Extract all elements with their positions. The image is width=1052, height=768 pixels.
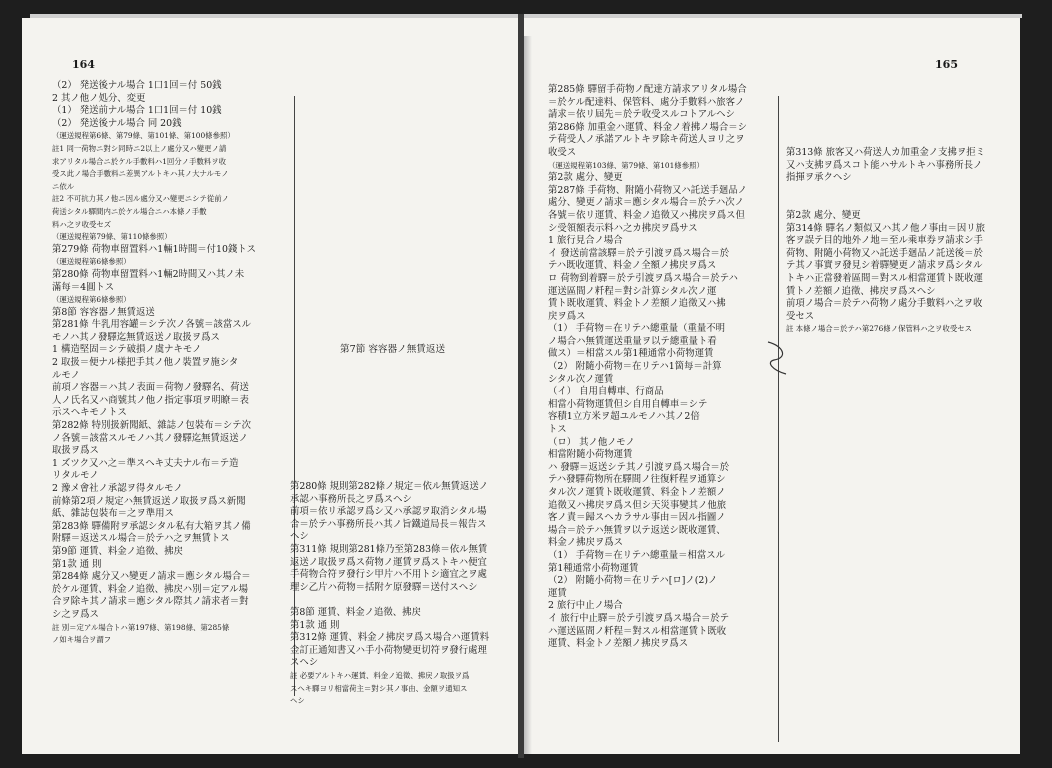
text-line: トキハ正當發着區間＝對スル相當運賃ト既收運 [786,272,983,284]
right-page-number: 165 [935,58,958,71]
text-line: 第283條 驛備附ヲ承認シタル私有大箱ヲ其ノ備 [52,520,251,532]
text-line: 理シ乙片ハ荷物＝括附ケ原發驛＝送付スヘシ [290,581,478,593]
text-line: 合＝於テハ事務所長ハ其ノ旨鐵道局長＝報告ス [290,518,487,530]
text-line: テハ既收運賃、料金ノ全額ノ拂戻ヲ爲ス [548,260,717,272]
text-line: 荷送シタル驛間内ニ於ケル場合ニハ本條ノ手數 [52,206,207,216]
text-line: シ受領額表示料ハ之カ拂戻ヲ爲サス [548,222,698,234]
text-line: 料ハ之ヲ收受セズ [52,219,112,229]
text-line: 附驛＝返送スル場合＝於テハ之ヲ無賃トス [52,533,230,545]
text-line: 第311條 規則第281條乃至第283條＝依ル無賃 [290,543,488,555]
text-line: 指揮ヲ承クヘシ [786,172,852,184]
text-line: （イ） 自用自轉車、行商品 [548,386,664,398]
left-page-column-2 [290,481,516,708]
text-line: 合ヲ除キ其ノ請求＝應シタル際其ノ請求者＝對 [52,596,249,608]
text-line: イ 旅行中止驛＝於テ引渡ヲ爲ス場合＝於テ [548,612,730,624]
text-line: 請求＝依リ屆先＝於テ收受スルコトアルヘシ [548,109,735,121]
text-line: 相當小荷物運賃但シ自用自轉車＝シテ [548,398,708,410]
text-line: ノ場合ハ無賃運送重量ヲ以テ總重量ト看 [548,335,717,347]
text-line: （運送規程第103條、第79條、第101條參照） [548,160,704,170]
text-line: 第313條 旅客又ハ荷送人カ加重金ノ支拂ヲ拒ミ [786,146,986,158]
text-line: 2 旅行中止ノ場合 [548,600,623,612]
text-line: ハ運送區間ノ粁程＝對スル相當運賃ト既收 [548,625,727,637]
text-line [290,594,516,607]
left-page [22,18,519,754]
text-line: 第281條 牛乳用容罐＝シテ次ノ各號＝該當スル [52,319,252,331]
text-line: 2 豫メ會社ノ承認ヲ得タルモノ [52,483,183,494]
text-line: ロ 荷物到着驛＝於テ引渡ヲ爲ス場合＝於テハ [548,272,738,284]
text-line: 金訂正通知書又ハ手小荷物變更切符ヲ發行處理 [290,644,487,656]
text-line: 第314條 驛名ノ類似又ハ其ノ他ノ事由＝因リ旅 [786,222,986,234]
text-line: トス [548,424,567,436]
text-line: 容積1立方米ヲ超ユルモノハ其ノ2倍 [548,411,700,423]
text-line: 各號＝依リ運賃、料金ノ追徵又ハ拂戻ヲ爲ス但 [548,209,745,221]
right-page [524,18,1020,754]
text-line: ＝於ケル配達料、保管料、處分手數料ハ旅客ノ [548,96,745,108]
text-line: （2） 附隨小荷物＝在リテハ1箇每＝計算 [548,361,722,373]
text-line: 第9節 運賃、料金ノ追徵、拂戻 [52,545,183,557]
text-line: ハ 發驛＝返送シテ其ノ引渡ヲ爲ス場合＝於 [548,461,730,473]
text-line: 2 其ノ他ノ処分、変更 [52,92,146,104]
text-line: 收受ス [548,146,577,158]
text-line: 滿每＝4圓トス [52,281,115,293]
text-line: 第287條 手荷物、附隨小荷物又ハ託送手廻品ノ [548,184,748,196]
text-line: 第8節 運賃、料金ノ追徵、拂戻 [290,606,421,618]
text-line: タル次ノ運賃ト既收運賃、料金トノ差額ノ [548,487,726,498]
text-line: 客ノ責＝歸スヘカラサル事由＝因ル指圖ノ [548,512,726,524]
text-line: 2 取扱＝便ナル様把手其ノ他ノ裝置ヲ施シタ [52,357,239,369]
text-line: 註1 同一荷物ニ對シ同時ニ2以上ノ處分又ハ變更ノ請 [52,143,227,153]
text-line: 前項＝依リ承認ヲ爲シ又ハ承認ヲ取消シタル場 [290,506,487,518]
text-line: ノ各號＝該當スルモノハ其ノ發驛迄無賃返送ノ [52,432,249,444]
text-line: （1） 発送前ナル場合 1口1回＝付 10銭 [52,105,222,117]
text-line: ルモノ [52,369,81,381]
text-line: 註 本條ノ場合＝於テハ第276條ノ保管料ハ之ヲ收受セス [786,324,972,334]
text-line: 註 別＝定アル場合トハ第197條、第198條、第285條 [52,622,230,632]
page-gutter-shadow [524,36,532,754]
text-line: テハ發驛荷物所在驛間ノ往復粁程ヲ通算シ [548,474,726,486]
text-line: 前項ノ容器＝ハ其ノ表面＝荷物ノ發驛名、荷送 [52,382,249,394]
text-line: （運送規程第6條參照） [52,257,131,267]
text-line: 第1款 通 則 [290,619,340,631]
text-line: 取扱ヲ爲ス [52,445,99,457]
text-line: 人ノ氏名又ハ商號其ノ他ノ指定事項ヲ明瞭＝表 [52,394,249,406]
text-line: 受セス [786,310,815,322]
text-line: 戻ヲ爲ス [548,310,586,322]
text-line: 運賃、料金トノ差額ノ拂戻ヲ爲ス [548,638,689,650]
text-line [786,97,1012,110]
text-line: ノ如キ場合ヲ謂フ [52,635,112,645]
text-line: スヘシ [290,657,319,669]
right-page-column-2 [786,84,1012,336]
text-line: 1 旅行見合ノ場合 [548,235,623,247]
left-page-number: 164 [72,58,95,71]
text-line [786,185,1012,198]
text-line: 第312條 運賃、料金ノ拂戻ヲ爲ス場合ハ運賃料 [290,632,490,644]
text-line: 承認ハ事務所長之ヲ爲スヘシ [290,493,412,505]
text-line [786,134,1012,147]
text-line [786,122,1012,135]
text-line: スヘキ驛ヨリ相當荷主＝對シ其ノ事由、金額ヲ通知ス [290,683,468,693]
text-line: 第284條 處分又ハ變更ノ請求＝應シタル場合＝ [52,571,251,583]
section-heading-7: 第7節 容容器ノ無賃返送 [340,344,446,355]
text-line: 1 構造堅固＝シテ破損ノ虞ナキモノ [52,344,202,356]
text-line: 手荷物合符ヲ發行シ甲片ハ不用トシ適宜之ヲ處 [290,569,487,581]
text-line: 追徵又ハ拂戻ヲ爲ス但シ天災事變其ノ他旅 [548,499,727,511]
text-line: 客ヲ誤テ目的地外ノ地＝至ル乘車券ヲ請求シ手 [786,235,983,247]
text-line: 運送區間ノ粁程＝對シ計算シタル次ノ運 [548,285,717,297]
text-line: 1 ズツク又ハ之＝準スヘキ丈夫ナル布＝テ造 [52,457,239,469]
text-line: （1） 手荷物＝在リテハ總重量＝相當スル [548,549,725,561]
text-line: （運送規程第6條、第79條、第101條、第100條參照） [52,131,235,141]
text-line: （ロ） 其ノ他ノモノ [548,436,635,448]
handwritten-mark-icon [764,338,792,378]
text-line: 荷物、附隨小荷物又ハ託送手廻品ノ託送後＝於 [786,247,983,259]
text-line: （2） 附隨小荷物＝在リテハ[ロ]ノ(2)ノ [548,575,718,587]
text-line: 前項ノ場合＝於テハ荷物ノ處分手數料ハ之ヲ收 [786,298,983,310]
text-line: 相當附隨小荷物運賃 [548,449,633,461]
text-line: 於ケル運賃、料金ノ追徵、拂戻ハ別＝定アル場 [52,583,249,595]
text-line [786,197,1012,210]
text-line: テ其ノ事實ヲ發見シ着驛變更ノ請求ヲ爲シタル [786,260,983,272]
text-line: 返送ノ取扱ヲ爲ス荷物ノ運賃ヲ爲ストキハ便宜 [290,556,487,568]
text-line: 做ス）＝相當スル第1種通常小荷物運賃 [548,348,714,360]
text-line: 第285條 驛留手荷物ノ配達方請求アリタル場合 [548,84,747,95]
text-line: ヘシ [290,531,309,543]
text-line: ヘシ [290,696,305,706]
text-line: 第282條 特別扱新聞紙、雜誌ノ包裝布＝シテ次 [52,420,252,432]
text-line: 處分、變更ノ請求＝應シタル場合＝於テハ次ノ [548,197,744,209]
text-line: 料金ノ拂戻ヲ爲ス [548,537,624,549]
text-line: 第8節 容容器ノ無賃返送 [52,306,155,318]
text-line: 賃トノ差額ノ追徵、拂戻ヲ爲スヘシ [786,285,936,297]
text-line: 第286條 加重金ハ運賃、料金ノ着拂ノ場合＝シ [548,121,748,133]
text-line: 受ス此ノ場合手數料ニ差異アルトキハ其ノ大ナルモノ [52,169,229,179]
text-line: 第280條 規則第282條ノ規定＝依ル無賃返送ノ [290,481,489,492]
text-line: イ 發送前當該驛＝於テ引渡ヲ爲ス場合＝於 [548,247,730,259]
text-line: 又ハ支拂ヲ爲スコト能ハサルトキハ事務所長ノ [786,159,983,171]
text-line: 示スヘキモノトス [52,407,127,419]
text-line: シタル次ノ運賃 [548,373,614,385]
text-line: （2） 発送後ナル場合 1口1回＝付 50銭 [52,80,222,91]
text-line: 第1款 通 則 [52,558,102,570]
right-page-column-1 [548,84,784,651]
text-line [786,109,1012,122]
text-line: （1） 手荷物＝在リテハ總重量（重量不明 [548,323,725,335]
column-divider [778,96,779,742]
text-line: テ荷受人ノ承諾アルトキヲ除キ荷送人ヨリ之ヲ [548,134,745,146]
text-line: リタルモノ [52,470,99,482]
text-line: 運賃 [548,587,567,599]
text-line: 前條第2項ノ規定ハ無賃返送ノ取扱ヲ爲ス新聞 [52,495,246,507]
text-line: 賃ト既收運賃、料金トノ差額ノ追徵又ハ拂 [548,298,726,310]
text-line: 第2款 處分、變更 [786,209,861,221]
text-line [786,84,1012,97]
text-line: 第280條 荷物車留置料ハ1輛2時間又ハ其ノ未 [52,268,245,280]
text-line: （2） 発送後ナル場合 同 20銭 [52,117,182,129]
text-line: モノハ其ノ發驛迄無賃返送ノ取扱ヲ爲ス [52,331,220,343]
left-page-column-1 [52,80,290,647]
text-line: 第1種通常小荷物運賃 [548,562,639,574]
text-line: シ之ヲ爲ス [52,608,99,620]
text-line: 第279條 荷物車留置料ハ1輛1時間＝付10錢トス [52,243,257,255]
text-line: 註 必要アルトキハ運賃、料金ノ追徵、拂戻ノ取扱ヲ爲 [290,670,470,680]
text-line: ニ依ル [52,181,75,191]
text-line: 註2 不可抗力其ノ他ニ因ル處分又ハ變更ニシテ從前ノ [52,194,230,204]
text-line: 場合＝於テハ無賃ヲ以テ返送シ既收運賃、 [548,524,726,536]
text-line: 求アリタル場合ニ於ケル手數料ハ1回分ノ手數料ヲ收 [52,156,227,166]
text-line: （運送規程第6條參照） [52,295,131,305]
text-line: 紙、雜誌包裝布＝之ヲ準用ス [52,508,174,520]
text-line: 第2款 處分、變更 [548,172,623,184]
text-line: （運送規程第79條、第110條參照） [52,232,172,242]
